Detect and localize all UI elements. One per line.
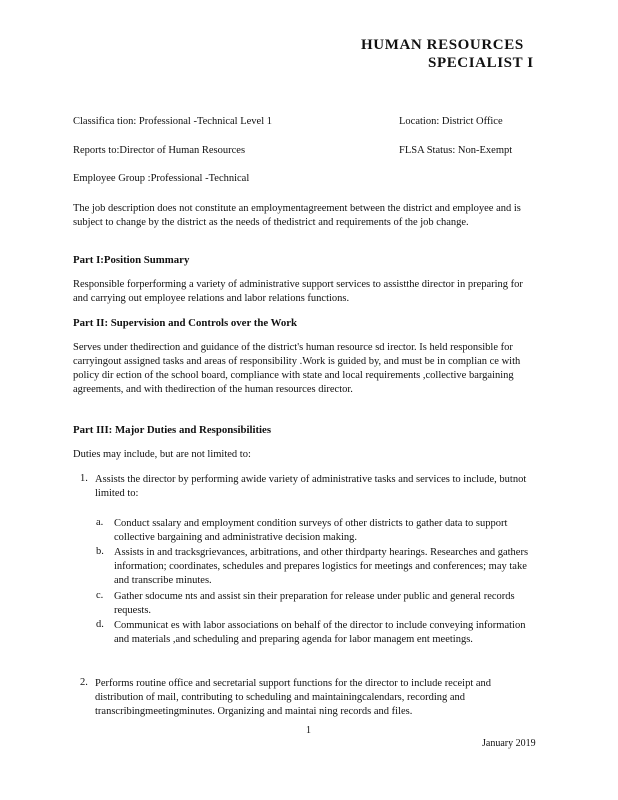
duty-1b-letter: b. [96,546,104,557]
reports-to: Reports to:Director of Human Resources [73,145,246,156]
part2-heading: Part II: Supervision and Controls over the Work [73,317,298,329]
duty-1a-letter: a. [96,517,104,528]
part3-intro: Duties may include, but are not limited to: [73,449,251,460]
duty-1b-text: Assists in and tracksgrievances, arbitrations, and other thirdparty hearings. Researches and gathers information; coordinates, schedules and prepares logistics for meetings and conferences; may take and transcribe minutes. [114,547,529,586]
revision-date: January 2019 [482,738,536,749]
flsa-status: FLSA Status: Non-Exempt [399,145,513,156]
duty-1c-text: Gather sdocume nts and assist sin their preparation for release under public and general records requests. [114,591,515,616]
duty-1c-letter: c. [96,590,104,601]
duty-2-text: Performs routine office and secretarial support functions for the director to include receipt and distribution of mail, contributing to scheduling and maintainingcalendars, recording and transcribingmeetingminutes. Organizing and maintai ning records and files. [95,678,492,717]
duty-1d-letter: d. [96,619,104,630]
part1-text: Responsible forperforming a variety of administrative support services to assistthe director in preparing for and carrying out employee relations and labor relations functions. [73,279,523,304]
part3-heading: Part III: Major Duties and Responsibilities [73,424,272,436]
intro-paragraph: The job description does not constitute an employmentagreement between the district and employee and is subject to change by the district as the needs of thedistrict and requirements of the job change. [73,203,521,228]
location: Location: District Office [399,116,503,127]
employee-group: Employee Group :Professional -Technical [73,173,250,184]
classification: Classifica tion: Professional -Technical Level 1 [73,116,272,127]
duty-1-number: 1. [80,473,88,484]
page-number: 1 [306,725,311,736]
duty-1a-text: Conduct ssalary and employment condition surveys of other districts to gather data to support collective bargaining and administrative decision making. [114,518,508,543]
duty-1-text: Assists the director by performing awide variety of administrative tasks and services to include, butnot limited to: [95,474,527,499]
title-line-1: HUMAN RESOURCES [361,37,524,53]
part1-heading: Part I:Position Summary [73,254,190,266]
duty-1d-text: Communicat es with labor associations on behalf of the director to include conveying information and materials ,and scheduling and preparing agenda for labor managem ent meetings. [114,620,526,645]
title-line-2: SPECIALIST I [428,55,534,71]
part2-text: Serves under thedirection and guidance of the district's human resource sd irector. Is held responsible for carryingout assigned tasks and areas of responsibility .Work is guided by, and must be in complian ce with policy dir ection of the school board, compliance with state and local requirements ,collective bargaining agreements, and with thedirection of the human resources director. [73,342,521,395]
duty-2-number: 2. [80,677,88,688]
